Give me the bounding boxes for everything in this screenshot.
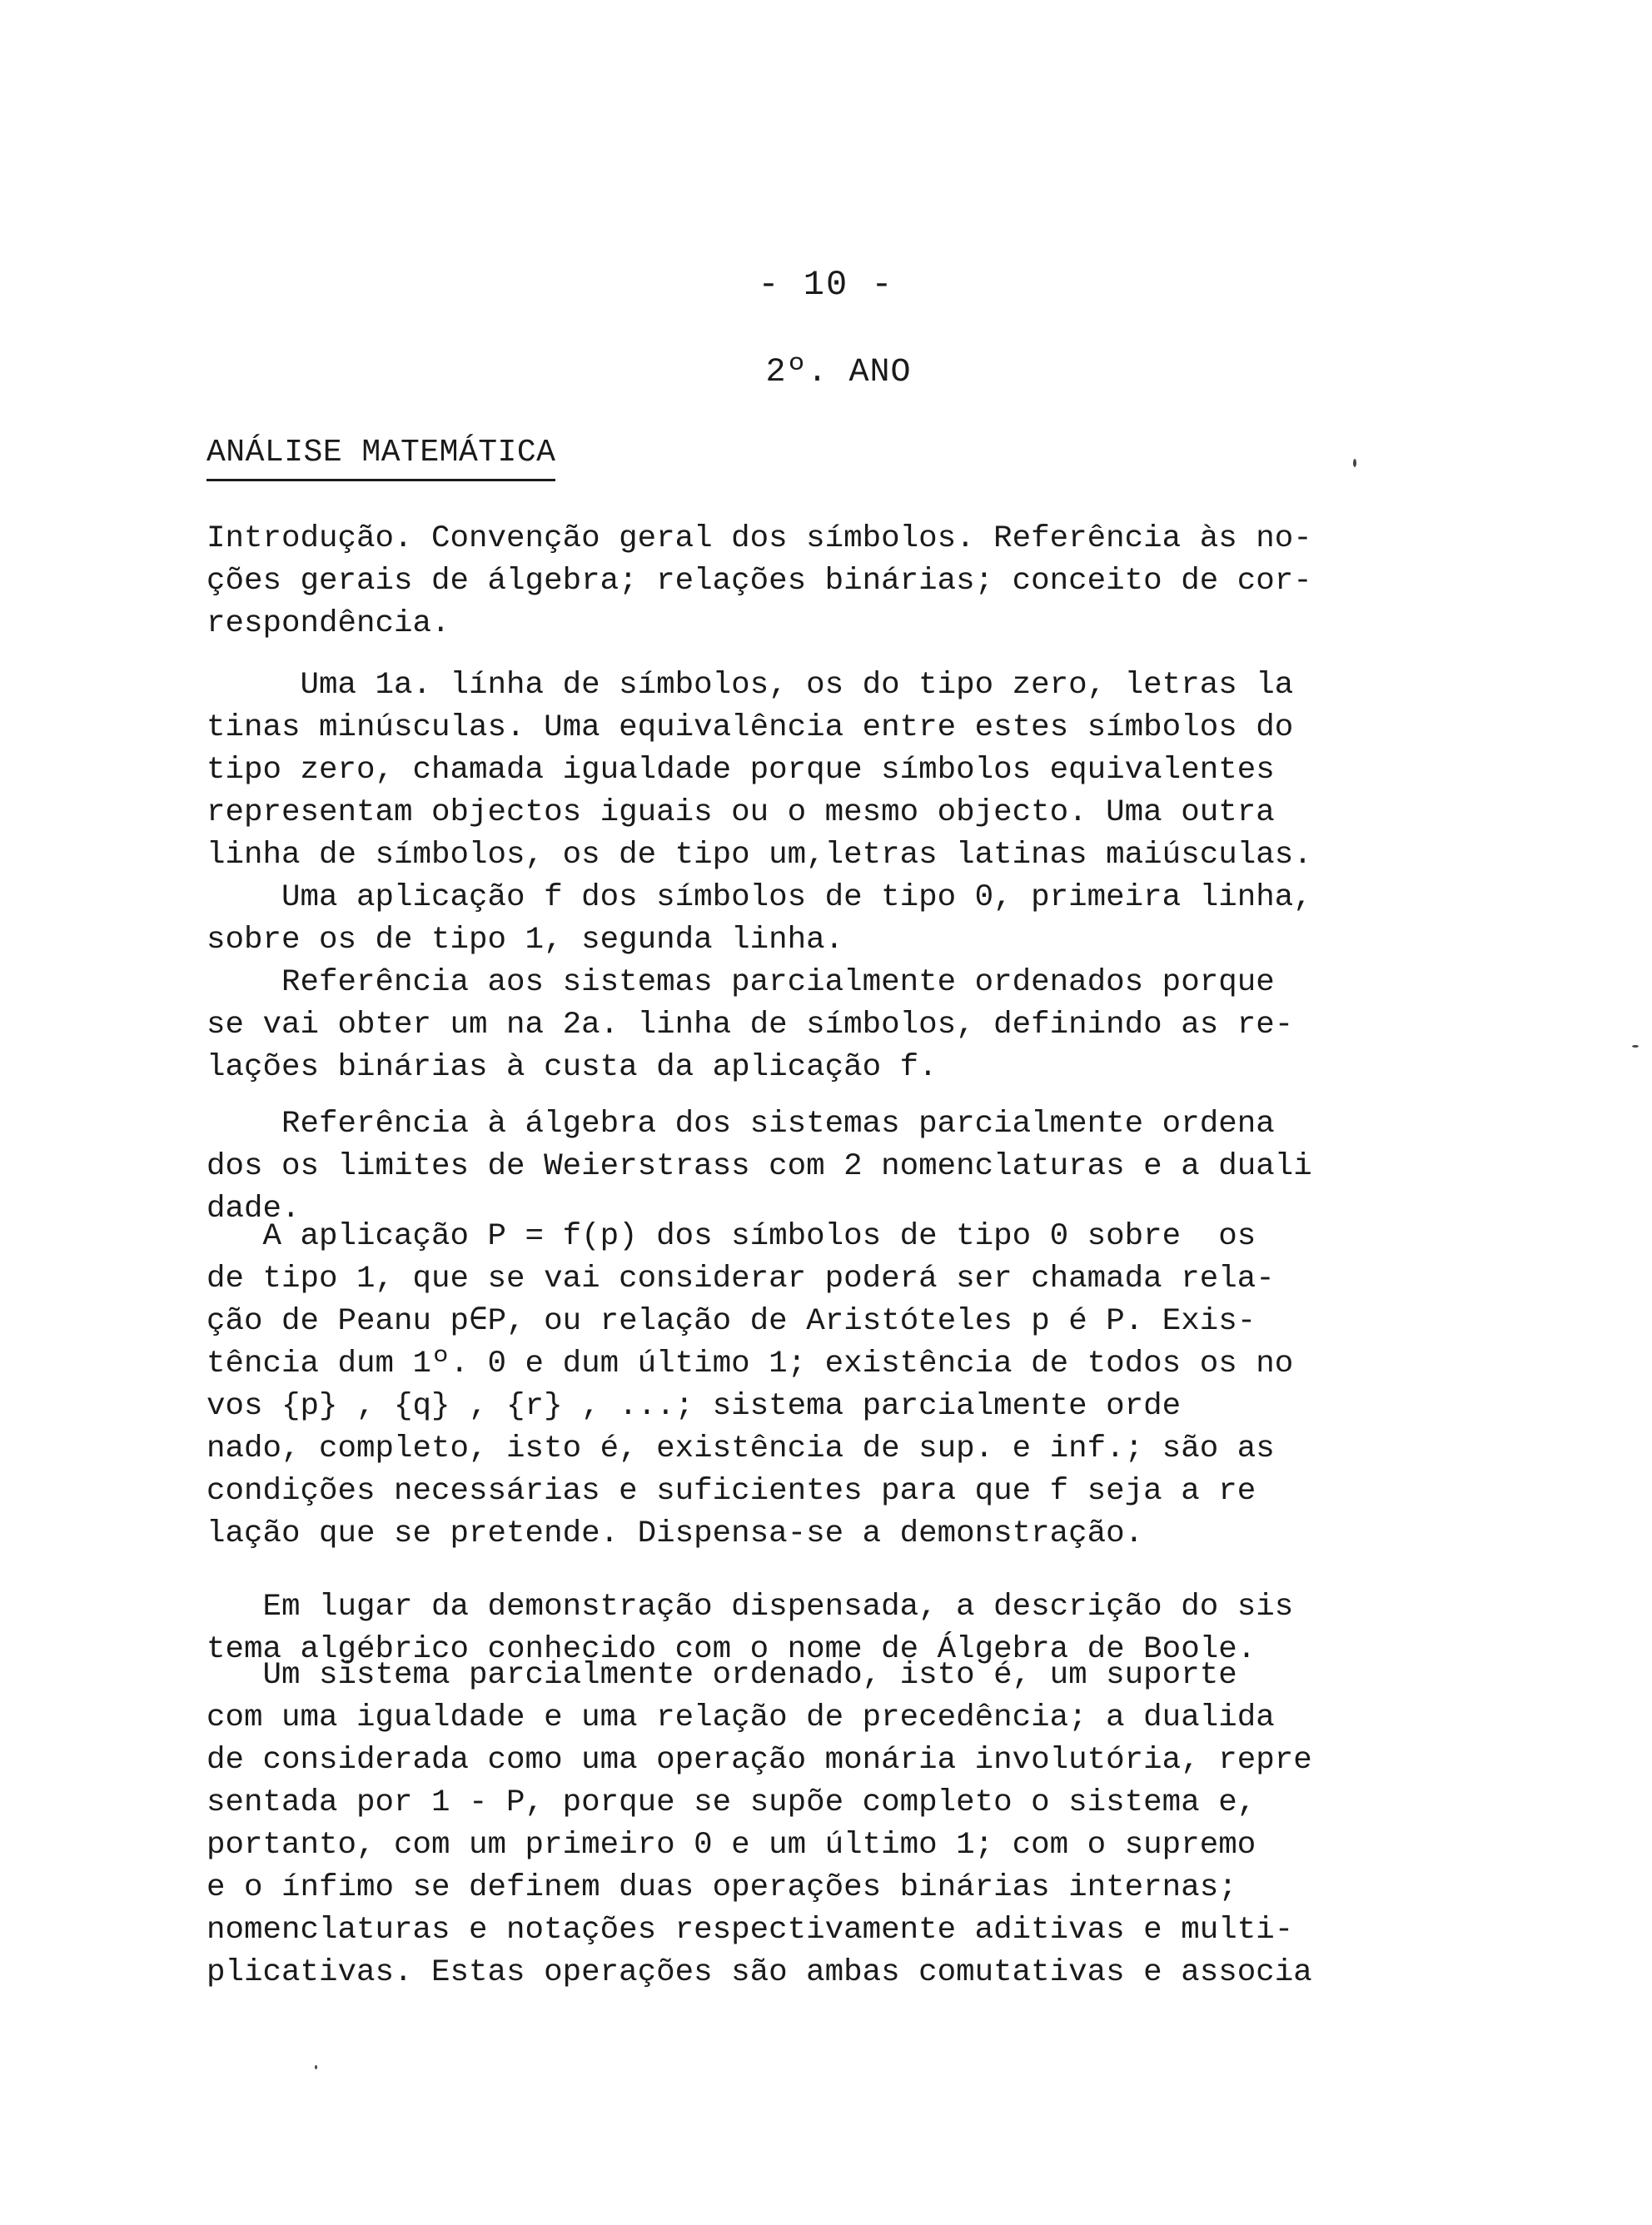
text-line: tema algébrico conhecido com o nome de Álgebra de Boole. (206, 1632, 1256, 1667)
scan-speck (1632, 1045, 1639, 1048)
text-line: tinas minúsculas. Uma equivalência entre estes símbolos do (206, 710, 1294, 745)
paragraph-weierstrass (206, 1103, 1422, 1231)
text-line: Uma 1a. línha de símbolos, os do tipo zero, letras la (206, 668, 1294, 703)
text-line: de tipo 1, que se vai considerar poderá ser chamada rela- (206, 1262, 1275, 1297)
text-line: ção de Peanu p∈P, ou relação de Aristóteles p é P. Exis- (206, 1304, 1256, 1339)
text-line: A aplicação P = f(p) dos símbolos de tipo 0 sobre os (206, 1219, 1256, 1254)
text-line: condições necessárias e suficientes para que f seja a re (206, 1474, 1256, 1509)
year-heading: 2º. ANO (765, 354, 912, 391)
text-line: Uma aplicação f dos símbolos de tipo 0, primeira linha, (206, 880, 1312, 915)
text-line: linha de símbolos, os de tipo um,letras latinas maiúsculas. (206, 838, 1312, 873)
text-line: de considerada como uma operação monária involutória, repre (206, 1743, 1312, 1778)
paragraph-symbol-lines (206, 665, 1422, 1089)
text-line: tência dum 1º. 0 e dum último 1; existência de todos os no (206, 1346, 1294, 1381)
text-line: com uma igualdade e uma relação de precedência; a dualida (206, 1700, 1275, 1735)
text-line: tipo zero, chamada igualdade porque símbolos equivalentes (206, 753, 1275, 788)
text-line: respondência. (206, 606, 450, 641)
text-line: representam objectos iguais ou o mesmo objecto. Uma outra (206, 795, 1275, 830)
text-line: vos {p} , {q} , {r} , ...; sistema parcialmente orde (206, 1389, 1182, 1424)
text-line: nomenclaturas e notações respectivamente aditivas e multi- (206, 1913, 1294, 1948)
text-line: se vai obter um na 2a. linha de símbolos, definindo as re- (206, 1008, 1294, 1043)
paragraph-ordered-system (206, 1655, 1422, 1994)
text-line: Um sistema parcialmente ordenado, isto é, um suporte (206, 1658, 1237, 1693)
paragraph-introduction (206, 518, 1422, 645)
scan-speck (1353, 459, 1356, 467)
text-line: dos os limites de Weierstrass com 2 nomenclaturas e a duali (206, 1149, 1312, 1184)
page-number: - 10 - (758, 265, 894, 305)
paragraph-peano-relation (206, 1216, 1422, 1556)
text-line: Introdução. Convenção geral dos símbolos. Referência às no- (206, 521, 1312, 556)
text-line: sentada por 1 - P, porque se supõe completo o sistema e, (206, 1785, 1256, 1820)
text-line: ções gerais de álgebra; relações binárias; conceito de cor- (206, 564, 1312, 599)
text-line: sobre os de tipo 1, segunda linha. (206, 923, 844, 958)
text-line: plicativas. Estas operações são ambas comutativas e associa (206, 1955, 1312, 1990)
text-line: dade. (206, 1192, 301, 1227)
text-line: e o ínfimo se definem duas operações binárias internas; (206, 1870, 1237, 1905)
text-line: Referência aos sistemas parcialmente ordenados porque (206, 965, 1275, 1000)
text-line: portanto, com um primeiro 0 e um último 1; com o supremo (206, 1828, 1256, 1863)
scan-speck (315, 2065, 317, 2069)
text-line: nado, completo, isto é, existência de sup. e inf.; são as (206, 1431, 1275, 1466)
text-line: Referência à álgebra dos sistemas parcialmente ordena (206, 1107, 1275, 1142)
text-line: lações binárias à custa da aplicação f. (206, 1050, 938, 1085)
section-title: ANÁLISE MATEMÁTICA (206, 435, 555, 481)
text-line: Em lugar da demonstração dispensada, a descrição do sis (206, 1590, 1294, 1625)
text-line: lação que se pretende. Dispensa-se a demonstração. (206, 1516, 1144, 1551)
